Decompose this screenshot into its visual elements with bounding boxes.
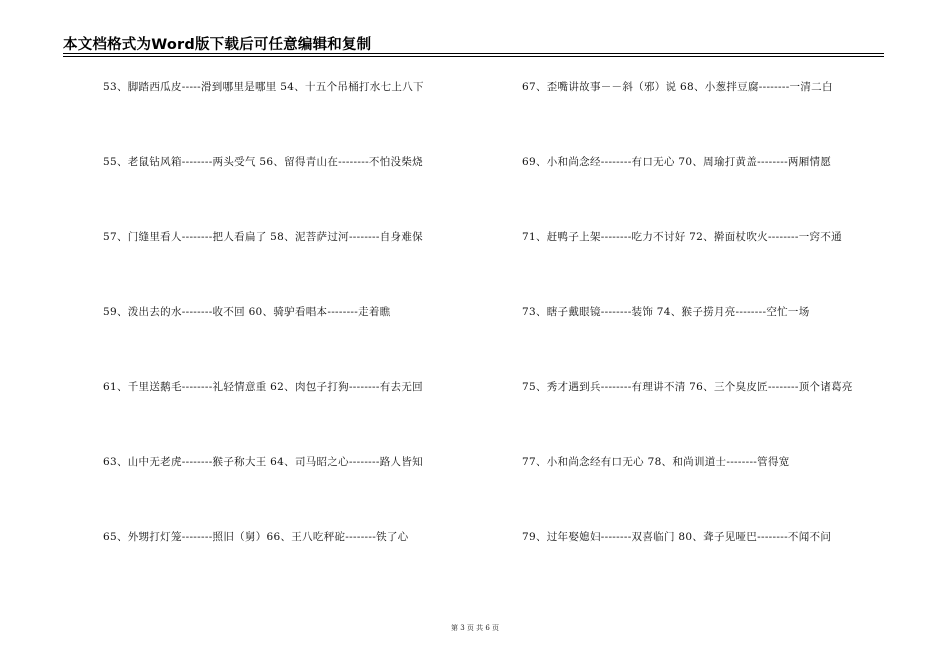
proverb-line: 65、外甥打灯笼--------照旧（舅）66、王八吃秤砣--------铁了心 (103, 531, 409, 543)
right-text-column (522, 80, 853, 605)
left-text-column (103, 80, 424, 605)
proverb-line: 77、小和尚念经有口无心 78、和尚训道士--------管得宽 (522, 456, 790, 468)
header-rule-top (63, 53, 884, 54)
proverb-line: 57、门缝里看人--------把人看扁了 58、泥菩萨过河--------自身难保 (103, 231, 423, 243)
proverb-line: 75、秀才遇到兵--------有理讲不清 76、三个臭皮匠--------顶个诸葛亮 (522, 381, 853, 393)
proverb-line: 73、瞎子戴眼镜--------装饰 74、猴子捞月亮--------空忙一场 (522, 306, 810, 318)
proverb-line: 63、山中无老虎--------猴子称大王 64、司马昭之心--------路人皆知 (103, 456, 423, 468)
proverb-line: 53、脚踏西瓜皮-----滑到哪里是哪里 54、十五个吊桶打水七上八下 (103, 81, 424, 93)
header-rule-bottom (63, 56, 884, 57)
proverb-line: 71、赶鸭子上架--------吃力不讨好 72、擀面杖吹火--------一窍不通 (522, 231, 842, 243)
page-number-footer: 第 3 页 共 6 页 (450, 624, 500, 632)
document-header-title: 本文档格式为Word版下载后可任意编辑和复制 (63, 37, 372, 53)
proverb-line: 59、泼出去的水--------收不回 60、骑驴看唱本--------走着瞧 (103, 306, 391, 318)
proverb-line: 69、小和尚念经--------有口无心 70、周瑜打黄盖--------两厢情愿 (522, 156, 832, 168)
proverb-line: 55、老鼠钻风箱--------两头受气 56、留得青山在--------不怕没柴烧 (103, 156, 423, 168)
proverb-line: 79、过年娶媳妇--------双喜临门 80、聋子见哑巴--------不闻不问 (522, 531, 832, 543)
proverb-line: 61、千里送鹅毛--------礼轻情意重 62、肉包子打狗--------有去无回 (103, 381, 423, 393)
proverb-line: 67、歪嘴讲故事－－斜（邪）说 68、小葱拌豆腐--------一清二白 (522, 81, 833, 93)
